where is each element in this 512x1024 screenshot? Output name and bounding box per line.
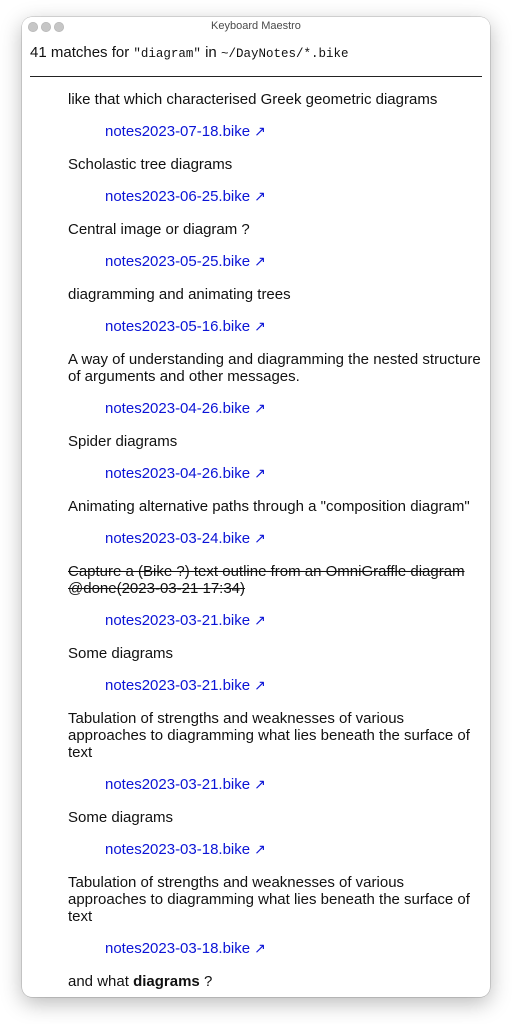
match-snippet: Some diagrams	[68, 645, 174, 662]
search-query: "diagram"	[133, 47, 201, 61]
title-bar[interactable]	[22, 17, 490, 37]
file-link-label: notes2023-06-25.bike	[105, 188, 251, 205]
list-item	[68, 498, 482, 549]
list-item	[68, 645, 482, 696]
file-link-label: notes2023-03-21.bike	[105, 677, 251, 694]
list-item	[68, 973, 482, 990]
match-snippet: A way of understanding and diagramming the nested structure of arguments and other messages.	[68, 351, 481, 385]
file-link-label: notes2023-03-18.bike	[105, 940, 251, 957]
external-arrow-icon: ↗	[254, 465, 266, 481]
match-snippet: Tabulation of strengths and weaknesses of various approaches to diagramming what lies beneath the surface of text	[68, 710, 470, 761]
match-count-text: 41 matches for	[30, 44, 130, 61]
file-link[interactable]	[105, 121, 266, 142]
list-item	[68, 91, 482, 142]
file-link-label: notes2023-07-18.bike	[105, 123, 251, 140]
file-link-label: notes2023-05-16.bike	[105, 318, 251, 335]
file-link-label: notes2023-04-26.bike	[105, 400, 251, 417]
external-arrow-icon: ↗	[254, 400, 266, 416]
file-link-label: notes2023-03-21.bike	[105, 612, 251, 629]
file-link[interactable]	[105, 463, 266, 484]
results-list	[22, 91, 490, 990]
list-item	[68, 221, 482, 272]
external-arrow-icon: ↗	[254, 940, 266, 956]
list-item	[68, 563, 482, 631]
file-link[interactable]	[105, 398, 266, 419]
window-title: Keyboard Maestro	[211, 20, 301, 32]
file-link-label: notes2023-03-24.bike	[105, 530, 251, 547]
list-item	[68, 809, 482, 860]
snippet-text: and what	[68, 973, 129, 990]
file-link[interactable]	[105, 774, 266, 795]
list-item	[68, 433, 482, 484]
snippet-highlight: diagrams	[133, 973, 200, 990]
match-snippet: Capture a (Bike ?) text outline from an OmniGraffle diagram @done(2023-03-21 17:34)	[68, 563, 465, 597]
external-arrow-icon: ↗	[254, 188, 266, 204]
search-path: ~/DayNotes/*.bike	[220, 47, 349, 61]
file-link[interactable]	[105, 938, 266, 959]
list-item	[68, 286, 482, 337]
list-item	[68, 351, 482, 419]
file-link[interactable]	[105, 675, 266, 696]
external-arrow-icon: ↗	[254, 841, 266, 857]
file-link[interactable]	[105, 251, 266, 272]
match-snippet: Animating alternative paths through a "composition diagram"	[68, 498, 470, 515]
external-arrow-icon: ↗	[254, 677, 266, 693]
external-arrow-icon: ↗	[254, 776, 266, 792]
list-item	[68, 710, 482, 795]
in-text: in	[205, 44, 217, 61]
match-snippet: Some diagrams	[68, 809, 174, 826]
header-divider	[30, 76, 482, 77]
list-item	[68, 156, 482, 207]
match-snippet: like that which characterised Greek geometric diagrams	[68, 91, 438, 108]
match-snippet: Spider diagrams	[68, 433, 178, 450]
file-link[interactable]	[105, 610, 266, 631]
match-snippet: Tabulation of strengths and weaknesses of various approaches to diagramming what lies beneath the surface of text	[68, 874, 470, 925]
external-arrow-icon: ↗	[254, 253, 266, 269]
external-arrow-icon: ↗	[254, 318, 266, 334]
file-link[interactable]	[105, 528, 266, 549]
external-arrow-icon: ↗	[254, 123, 266, 139]
keyboard-maestro-window	[22, 17, 490, 997]
file-link-label: notes2023-05-25.bike	[105, 253, 251, 270]
match-snippet: Scholastic tree diagrams	[68, 156, 233, 173]
file-link-label: notes2023-04-26.bike	[105, 465, 251, 482]
external-arrow-icon: ↗	[254, 612, 266, 628]
snippet-text: ?	[203, 973, 213, 990]
file-link-label: notes2023-03-21.bike	[105, 776, 251, 793]
results-header	[22, 37, 490, 64]
list-item	[68, 874, 482, 959]
file-link[interactable]	[105, 186, 266, 207]
match-snippet: Central image or diagram ?	[68, 221, 250, 238]
match-snippet: diagramming and animating trees	[68, 286, 291, 303]
external-arrow-icon: ↗	[254, 530, 266, 546]
file-link-label: notes2023-03-18.bike	[105, 841, 251, 858]
search-results-view	[22, 37, 490, 997]
file-link[interactable]	[105, 839, 266, 860]
file-link[interactable]	[105, 316, 266, 337]
match-snippet	[68, 973, 482, 990]
